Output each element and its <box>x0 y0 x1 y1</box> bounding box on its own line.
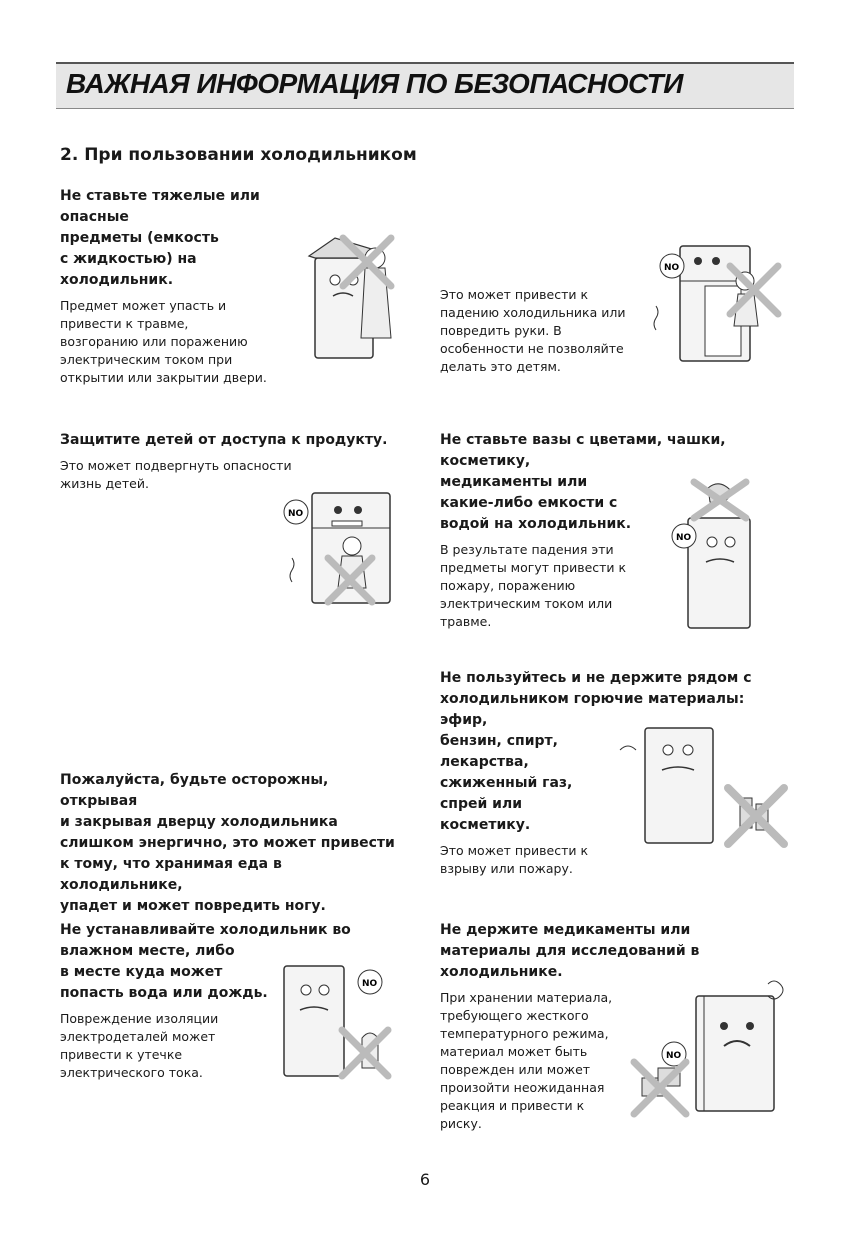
fridge-hanging-child-illustration <box>650 236 785 366</box>
no-label: NO <box>666 1051 682 1061</box>
fridge-heavy-objects-illustration <box>295 228 405 363</box>
page-header <box>56 62 794 109</box>
item-title: Не ставьте вазы с цветами, чашки, косметику, медикаменты или какие-либо емкости с водой на холодильник. <box>440 432 726 532</box>
item-text: При хранении материала, требующего жесткого температурного режима, материал может быть поврежден или может произойти неожиданная реакция и привести к риску. <box>440 990 613 1131</box>
item-title: Не ставьте тяжелые или опасные предметы (емкость с жидкостью) на холодильник. <box>60 188 260 288</box>
fridge-medicines-illustration <box>628 978 793 1118</box>
header-title: ВАЖНАЯ ИНФОРМАЦИЯ ПО БЕЗОПАСНОСТИ <box>66 68 683 99</box>
fridge-flammable-materials-illustration <box>600 720 790 850</box>
item-text: В результате падения эти предметы могут привести к пожару, поражению электрическим током или травме. <box>440 542 627 629</box>
item-text: Повреждение изоляции электродеталей может привести к утечке электрического тока. <box>60 1011 219 1080</box>
no-label: NO <box>362 979 378 989</box>
safety-item <box>60 770 400 917</box>
item-title: Защитите детей от доступа к продукту. <box>60 432 388 448</box>
no-label: NO <box>288 509 304 519</box>
item-text: Это может привести к падению холодильника или повредить руки. В особенности не позволяйте делать это детям. <box>440 287 626 374</box>
safety-item <box>60 430 390 493</box>
fridge-vase-on-top-illustration <box>660 478 780 633</box>
no-label: NO <box>676 533 692 543</box>
safety-item <box>60 186 285 387</box>
safety-item <box>440 286 650 376</box>
fridge-child-inside-illustration <box>262 488 402 608</box>
page-number: 6 <box>419 1170 431 1189</box>
fridge-humid-place-illustration <box>270 958 400 1083</box>
section-title: 2. При пользовании холодильником <box>60 145 417 165</box>
item-text: Это может подвергнуть опасности жизнь детей. <box>60 458 292 491</box>
no-label: NO <box>664 263 680 273</box>
item-text: Это может привести к взрыву или пожару. <box>440 843 589 876</box>
item-title: Не держите медикаменты или материалы для исследований в холодильнике. <box>440 922 700 980</box>
item-text: Предмет может упасть и привести к травме, возгоранию или поражению электрическим током при открытии или закрытии двери. <box>60 298 267 385</box>
item-title: Не пользуйтесь и не держите рядом с холодильником горючие материалы: эфир, бензин, спирт, лекарства, сжиженный газ, спрей или косметику. <box>440 670 752 833</box>
item-title: Не устанавливайте холодильник во влажном месте, либо в месте куда может попасть вода или дождь. <box>60 922 351 1001</box>
item-title: Пожалуйста, будьте осторожны, открывая и закрывая дверцу холодильника слишком энергично, это может привести к тому, что хранимая еда в холодильнике, упадет и может повредить ногу. <box>60 772 395 914</box>
